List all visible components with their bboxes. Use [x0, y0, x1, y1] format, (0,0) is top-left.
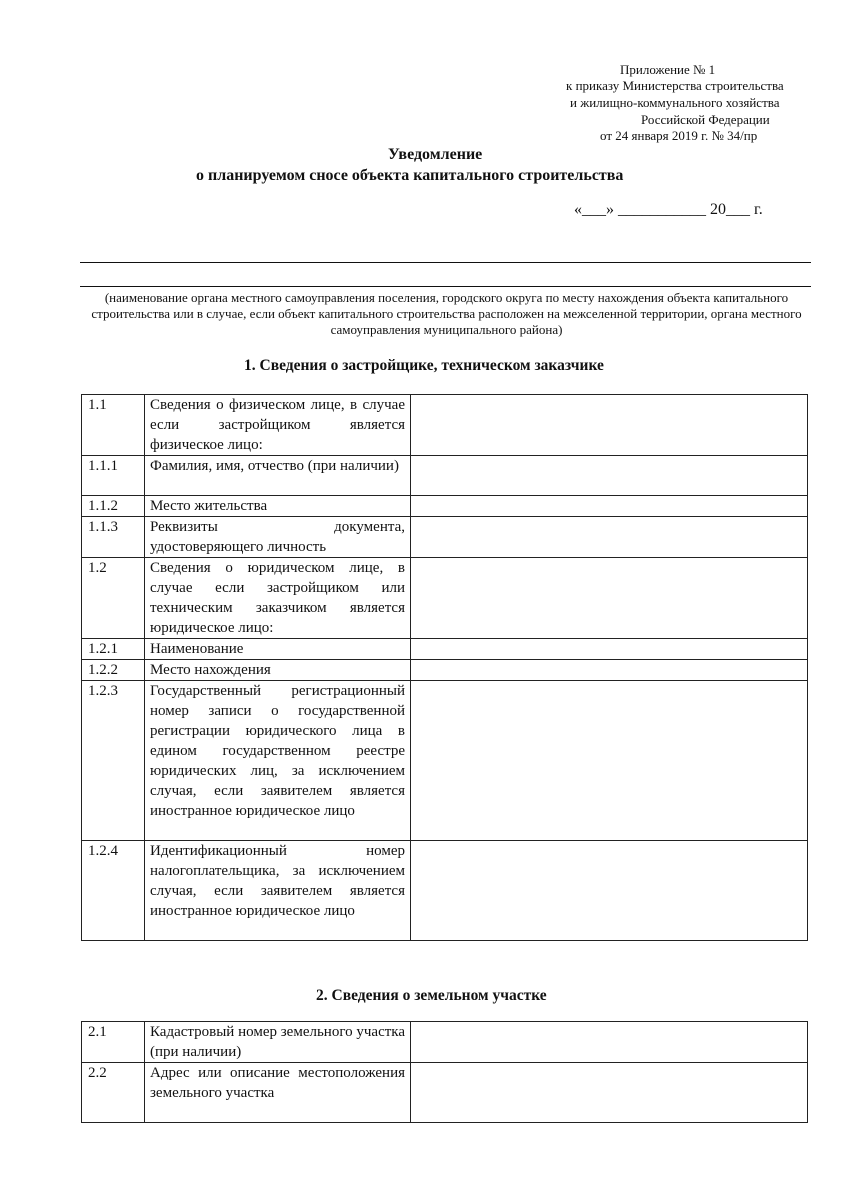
appendix-line: Приложение № 1	[620, 62, 716, 77]
authority-name-line[interactable]	[80, 286, 811, 287]
table-row	[82, 496, 808, 517]
row-number: 1.1.3	[82, 517, 145, 558]
row-label: Адрес или описание местоположения земельного участка	[145, 1063, 411, 1123]
land-plot-table	[81, 1021, 808, 1123]
table-row	[82, 1022, 808, 1063]
row-number: 1.1	[82, 395, 145, 456]
appendix-line: и жилищно-коммунального хозяйства	[570, 95, 780, 110]
row-number: 1.1.1	[82, 456, 145, 496]
appendix-line: к приказу Министерства строительства	[566, 78, 784, 93]
row-label: Кадастровый номер земельного участка (при наличии)	[145, 1022, 411, 1063]
value-cell[interactable]	[411, 456, 808, 496]
row-number: 1.1.2	[82, 496, 145, 517]
value-cell[interactable]	[411, 517, 808, 558]
appendix-line: от 24 января 2019 г. № 34/пр	[600, 128, 758, 143]
row-number: 1.2.3	[82, 681, 145, 841]
table-row	[82, 558, 808, 639]
section-1-heading: 1. Сведения о застройщике, техническом заказчике	[244, 357, 604, 374]
value-cell[interactable]	[411, 681, 808, 841]
document-title: Уведомление	[388, 146, 483, 163]
row-number: 1.2.4	[82, 841, 145, 941]
authority-name-line[interactable]	[80, 262, 811, 263]
value-cell[interactable]	[411, 395, 808, 456]
row-label: Государственный регистрационный номер записи о государственной регистрации юридического лица в едином государственном реестре юридических лиц, за исключением случая, если заявителем является иностранное юридическое лицо	[145, 681, 411, 841]
value-cell[interactable]	[411, 1022, 808, 1063]
table-row	[82, 395, 808, 456]
date-field[interactable]: «___» ___________ 20___ г.	[574, 201, 763, 218]
table-row	[82, 639, 808, 660]
table-row	[82, 660, 808, 681]
table-row	[82, 1063, 808, 1123]
row-label: Место жительства	[145, 496, 411, 517]
row-label: Идентификационный номер налогоплательщика, за исключением случая, если заявителем является иностранное юридическое лицо	[145, 841, 411, 941]
value-cell[interactable]	[411, 639, 808, 660]
row-label: Фамилия, имя, отчество (при наличии)	[145, 456, 411, 496]
table-row	[82, 517, 808, 558]
row-label: Место нахождения	[145, 660, 411, 681]
row-label: Наименование	[145, 639, 411, 660]
appendix-line: Российской Федерации	[641, 112, 770, 127]
section-2-heading: 2. Сведения о земельном участке	[316, 987, 547, 1004]
row-number: 1.2	[82, 558, 145, 639]
value-cell[interactable]	[411, 558, 808, 639]
document-subtitle: о планируемом сносе объекта капитального строительства	[196, 167, 624, 184]
value-cell[interactable]	[411, 1063, 808, 1123]
row-label: Сведения о юридическом лице, в случае если застройщиком или техническим заказчиком является юридическое лицо:	[145, 558, 411, 639]
row-label: Сведения о физическом лице, в случае если застройщиком является физическое лицо:	[145, 395, 411, 456]
table-row	[82, 456, 808, 496]
row-number: 2.2	[82, 1063, 145, 1123]
table-row	[82, 681, 808, 841]
row-number: 1.2.2	[82, 660, 145, 681]
row-label: Реквизиты документа, удостоверяющего личность	[145, 517, 411, 558]
row-number: 1.2.1	[82, 639, 145, 660]
table-row	[82, 841, 808, 941]
authority-caption: (наименование органа местного самоуправления поселения, городского округа по месту нахождения объекта капитального строительства или в случае, если объект капитального строительства расположен на межселенной территории, органа местного самоуправления муниципального района)	[91, 290, 802, 337]
value-cell[interactable]	[411, 841, 808, 941]
value-cell[interactable]	[411, 496, 808, 517]
row-number: 2.1	[82, 1022, 145, 1063]
developer-info-table	[81, 394, 808, 941]
value-cell[interactable]	[411, 660, 808, 681]
